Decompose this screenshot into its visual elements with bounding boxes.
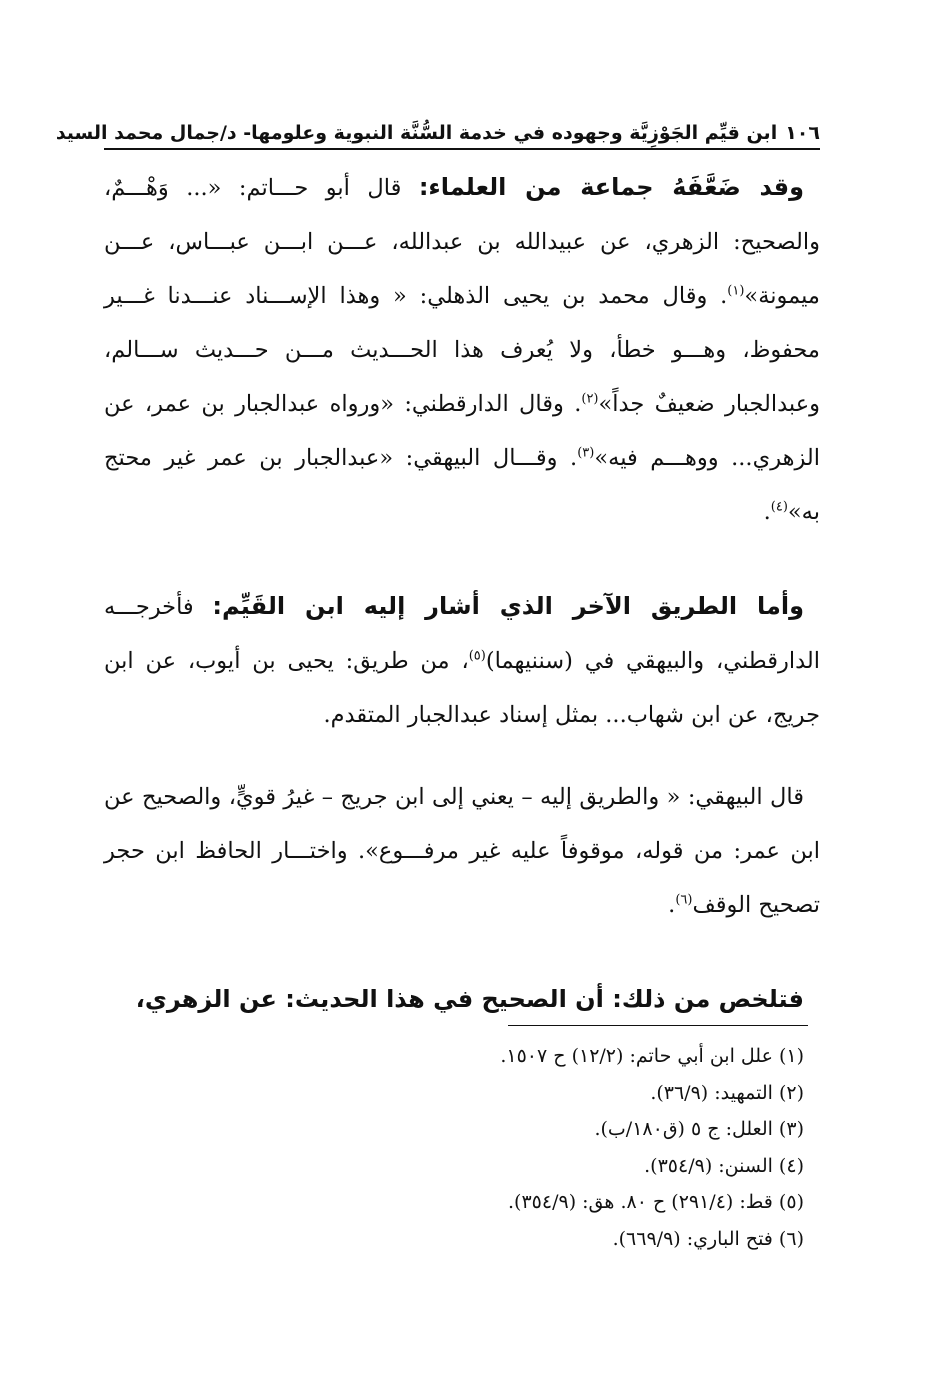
footnote-separator (508, 1025, 808, 1026)
footnote-item: (٤) السنن: (٣٥٤/٩). (644, 1154, 804, 1177)
footnote-item: (٢) التمهيد: (٣٦/٩). (650, 1081, 804, 1104)
page-number: ١٠٦ (785, 122, 820, 144)
paragraph-text: ، من طريق: يحيى بن أيوب، عن ابن جريج، عن ابن شهاب... بمثل إسناد عبدالجبار المتقدم. (104, 648, 820, 728)
paragraph-text: قال البيهقي: « والطريق إليه – يعني إلى ابن جريج – غيرُ قويٍّ، والصحيح عن ابن عمر: من قوله، موقوفاً عليه غير مرفـــوع». واختـــار الحافظ ابن حجر تصحيح الوقف (104, 784, 820, 918)
paragraph-text: فأخرجـــه الدارقطني، والبيهقي في (سننيهما) (104, 594, 820, 674)
footnote-ref[interactable]: (٥) (468, 648, 486, 664)
footnote-ref[interactable]: (٦) (675, 892, 693, 908)
paragraph-text: . وقال محمد بن يحيى الذهلي: « وهذا الإســـناد عنـــدنا غـــير محفوظ، وهـــو خطأ، ولا يُعرف هذا الحـــديث مـــن حـــديث ســـالم، وعبدالجبار ضعيفٌ جداً» (104, 283, 820, 417)
paragraph-lead: وأما الطريق الآخر الذي أشار إليه ابن القَيِّم: (212, 592, 804, 620)
footnote-ref[interactable]: (١) (727, 283, 745, 299)
main-text (104, 160, 820, 1026)
footnote-item: (٦) فتح الباري: (٦٦٩/٩). (612, 1227, 804, 1250)
running-header (55, 112, 820, 150)
footnote-ref[interactable]: (٢) (581, 391, 599, 407)
paragraph-text: . (763, 499, 771, 525)
paragraph-2 (104, 579, 820, 742)
footnote-item: (١) علل ابن أبي حاتم: (١٢/٢) ح ١٥٠٧. (500, 1045, 804, 1067)
footnote-item: (٣) العلل: ج ٥ (ق١٨٠/ب). (594, 1118, 804, 1140)
footnotes (104, 1038, 804, 1257)
footnote-ref[interactable]: (٤) (770, 499, 788, 515)
running-title: ابن قيِّم الجَوْزِيَّة وجهوده في خدمة السُّنَّة النبوية وعلومها- د/جمال محمد السيد (55, 122, 778, 144)
paragraph-text: قال أبو حـــاتم: «... وَهْـــمٌ، والصحيح: الزهري، عن عبيدالله بن عبدالله، عـــن ابـــن عبـــاس، عـــن ميمونة» (104, 175, 820, 309)
footnote-ref[interactable]: (٣) (577, 445, 595, 461)
footnote-item: (٥) قط: (٢٩١/٤) ح ٨٠. هق: (٣٥٤/٩). (508, 1191, 804, 1213)
paragraph-lead: وقد ضَعَّفَهُ جماعة من العلماء: (418, 173, 804, 201)
paragraph-1 (104, 160, 820, 539)
conclusion-heading: فتلخص من ذلك: أن الصحيح في هذا الحديث: عن الزهري، (135, 985, 804, 1013)
paragraph-text: . وقـــال البيهقي: «عبدالجبار بن عمر غير محتج به» (104, 445, 820, 525)
paragraph-3 (104, 770, 820, 932)
paragraph-text: . وقال الدارقطني: «ورواه عبدالجبار بن عمر، عن الزهري... ووهـــم فيه» (104, 391, 820, 471)
paragraph-text: . (668, 892, 676, 918)
